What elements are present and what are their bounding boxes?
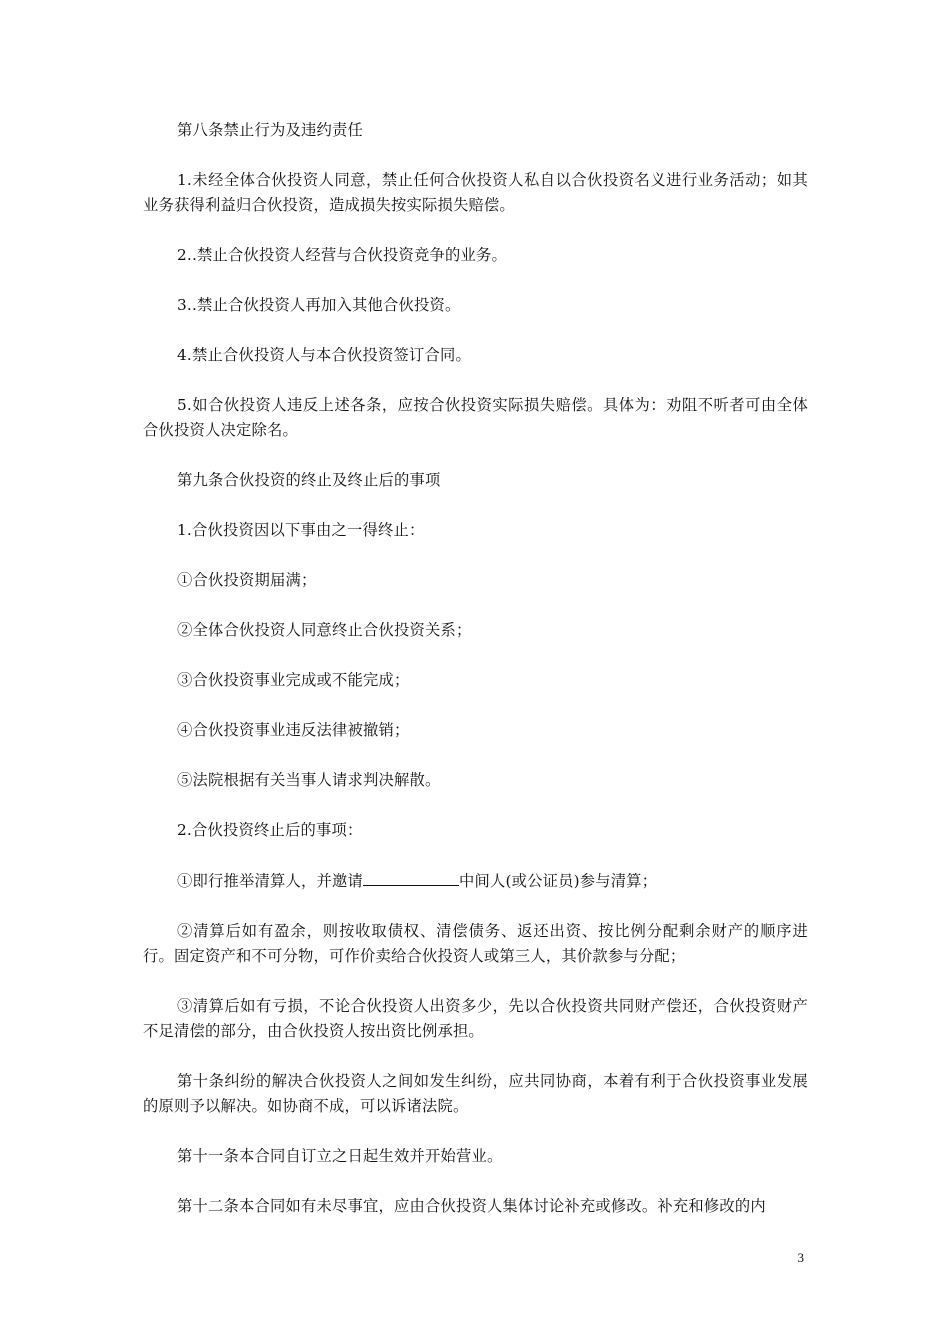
post-termination-item-1 [143, 868, 808, 894]
article-8-item-3: 3..禁止合伙投资人再加入其他合伙投资。 [177, 296, 461, 314]
fill-in-blank [363, 868, 459, 886]
page-number: 3 [797, 1250, 804, 1265]
post-termination-item-2: ②清算后如有盈余，则按收取债权、清偿债务、返还出资、按比例分配剩余财产的顺序进行。固定资产和不可分物，可作价卖给合伙投资人或第三人，其价款参与分配； [143, 922, 808, 965]
article-10: 第十条纠纷的解决合伙投资人之间如发生纠纷，应共同协商，本着有利于合伙投资事业发展的原则予以解决。如协商不成，可以诉诸法院。 [143, 1072, 808, 1115]
article-11: 第十一条本合同自订立之日起生效并开始营业。 [177, 1147, 503, 1165]
article-9-item-1: 1.合伙投资因以下事由之一得终止： [177, 521, 425, 539]
termination-reason-1: ①合伙投资期届满； [177, 571, 317, 589]
post-termination-item-1-after: 中间人(或公证员)参与清算； [458, 872, 658, 890]
article-12: 第十二条本合同如有未尽事宜，应由合伙投资人集体讨论补充或修改。补充和修改的内 [177, 1197, 766, 1215]
article-9-item-2: 2.合伙投资终止后的事项： [177, 821, 363, 839]
article-8-item-1: 1.未经全体合伙投资人同意，禁止任何合伙投资人私自以合伙投资名义进行业务活动；如其业务获得利益归合伙投资，造成损失按实际损失赔偿。 [143, 171, 808, 214]
post-termination-item-3: ③清算后如有亏损，不论合伙投资人出资多少，先以合伙投资共同财产偿还，合伙投资财产不足清偿的部分，由合伙投资人按出资比例承担。 [143, 997, 808, 1040]
post-termination-item-1-before: ①即行推举清算人，并邀请 [177, 872, 363, 890]
article-8-item-2: 2..禁止合伙投资人经营与合伙投资竞争的业务。 [177, 246, 507, 264]
termination-reason-4: ④合伙投资事业违反法律被撤销； [177, 721, 410, 739]
document-body [143, 118, 808, 1244]
termination-reason-2: ②全体合伙投资人同意终止合伙投资关系； [177, 621, 472, 639]
article-9-heading: 第九条合伙投资的终止及终止后的事项 [177, 471, 441, 489]
article-8-item-5: 5.如合伙投资人违反上述各条，应按合伙投资实际损失赔偿。具体为：劝阻不听者可由全体合伙投资人决定除名。 [143, 396, 808, 439]
termination-reason-3: ③合伙投资事业完成或不能完成； [177, 671, 410, 689]
article-8-item-4: 4.禁止合伙投资人与本合伙投资签订合同。 [177, 346, 471, 364]
article-8-heading: 第八条禁止行为及违约责任 [177, 121, 363, 139]
termination-reason-5: ⑤法院根据有关当事人请求判决解散。 [177, 771, 441, 789]
